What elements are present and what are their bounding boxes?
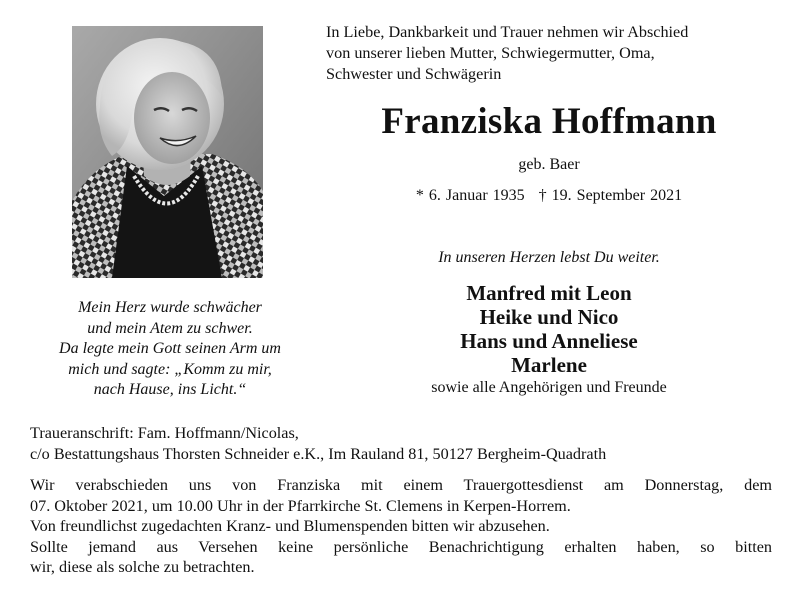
intro-line: von unserer lieben Mutter, Schwiegermutter, Oma, [326, 44, 655, 62]
address-line: c/o Bestattungshaus Thorsten Schneider e.K., Im Rauland 81, 50127 Bergheim-Quadrath [30, 445, 607, 463]
intro-line: In Liebe, Dankbarkeit und Trauer nehmen wir Abschied [326, 23, 689, 41]
service-line: Wir verabschieden uns von Franziska mit einem Trauergottesdienst am Donnerstag, dem [30, 476, 772, 494]
death-date: † 19. September 2021 [538, 187, 683, 204]
service-line: 07. Oktober 2021, um 10.00 Uhr in der Pfarrkirche St. Clemens in Kerpen-Horrem. [30, 496, 571, 515]
mourners-list [326, 281, 772, 399]
mourner: Hans und Anneliese [460, 329, 638, 353]
portrait-illustration [72, 26, 263, 278]
poem-line: Mein Herz wurde schwächer [78, 299, 262, 316]
deceased-name: Franziska Hoffmann [381, 101, 717, 142]
mourner: Marlene [511, 353, 587, 377]
poem-line: mich und sagte: „Komm zu mir, [68, 360, 272, 378]
life-dates [326, 186, 772, 206]
service-line: wir, diese als solche zu betrachten. [30, 558, 255, 576]
poem-line: nach Hause, ins Licht.“ [93, 381, 247, 398]
birth-name: geb. Baer [518, 156, 580, 173]
intro-text [326, 22, 772, 85]
service-line: Sollte jemand aus Versehen keine persönliche Benachrichtigung erhalten haben, so bitten [30, 537, 772, 556]
portrait-photo [72, 26, 263, 278]
birth-date: * 6. Januar 1935 [415, 187, 525, 204]
intro-line: Schwester und Schwägerin [326, 65, 502, 83]
service-notice [30, 475, 772, 578]
address-line: Traueranschrift: Fam. Hoffmann/Nicolas, [30, 424, 299, 442]
poem-line: und mein Atem zu schwer. [87, 319, 253, 337]
service-line: Von freundlichst zugedachten Kranz- und Blumenspenden bitten wir abzusehen. [30, 517, 550, 535]
motto: In unseren Herzen lebst Du weiter. [438, 249, 660, 266]
mourner: Manfred mit Leon [466, 281, 632, 305]
mourner: Heike und Nico [479, 305, 619, 329]
poem [20, 298, 320, 401]
poem-line: Da legte mein Gott seinen Arm um [59, 340, 281, 357]
other-mourners: sowie alle Angehörigen und Freunde [431, 379, 667, 396]
mourning-address [30, 423, 775, 465]
